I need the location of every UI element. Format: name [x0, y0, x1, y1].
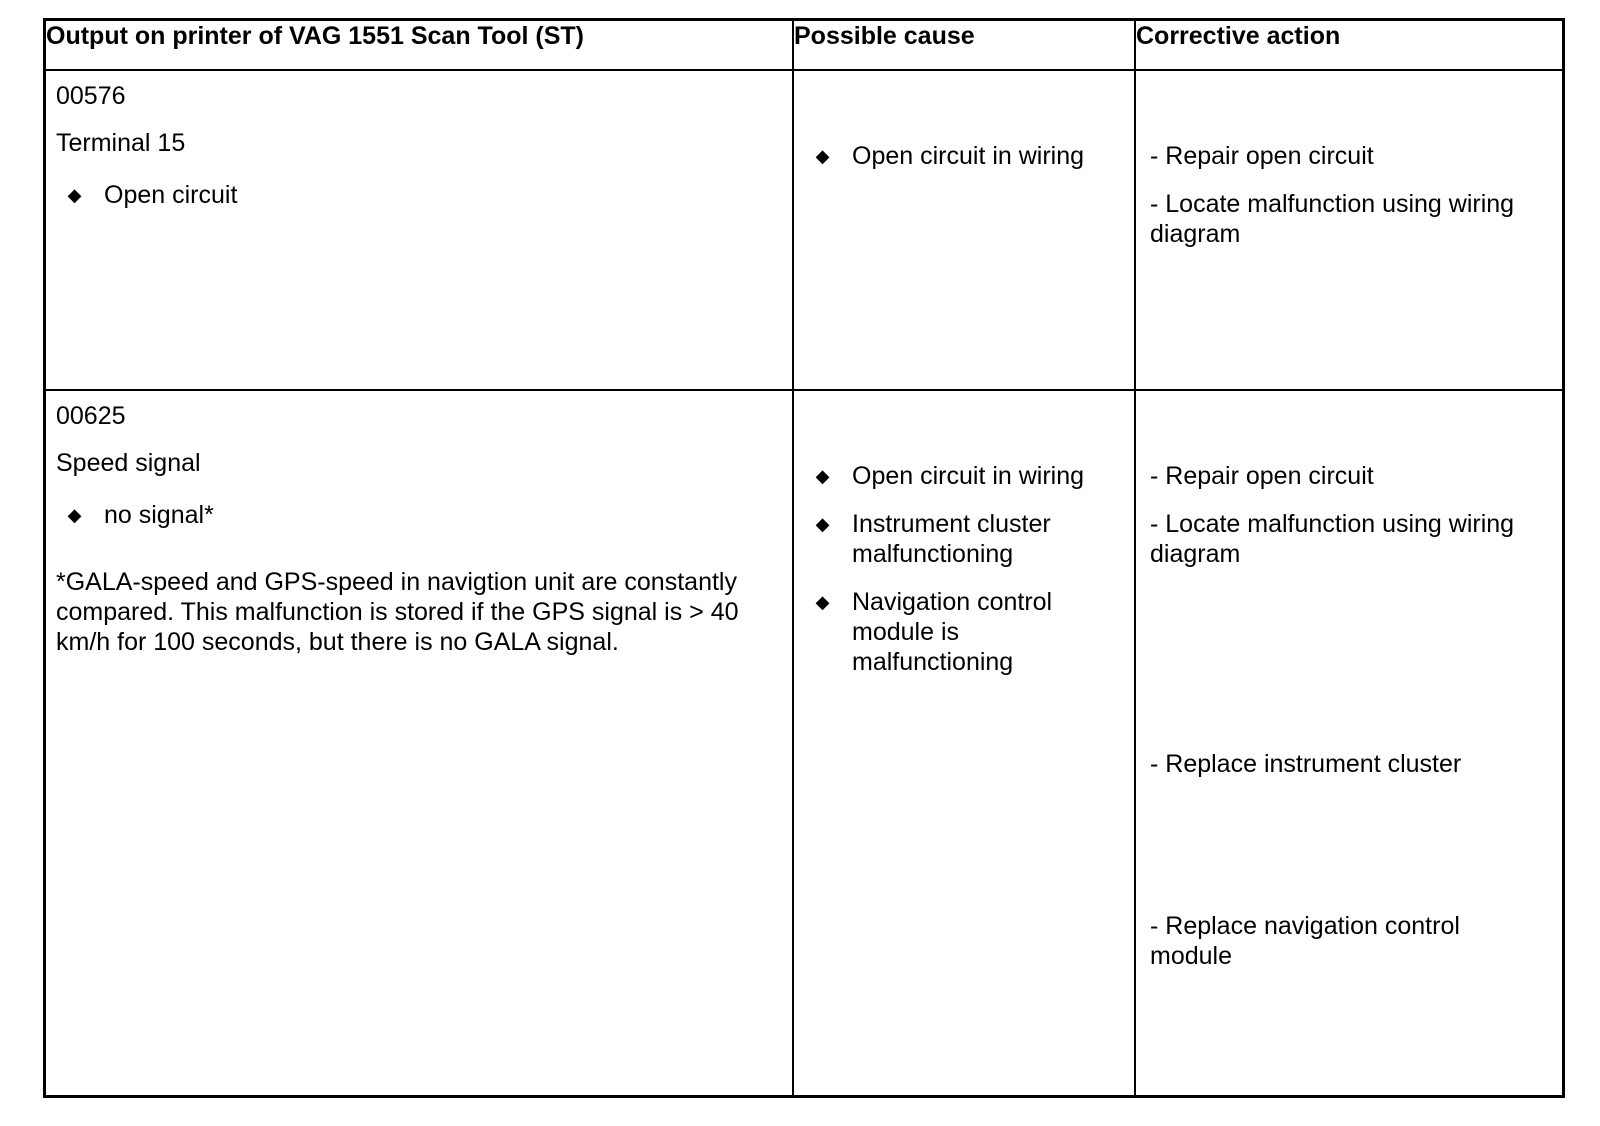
fault-code: 00576	[56, 82, 126, 110]
cause-item	[814, 141, 1114, 171]
spacer	[1150, 587, 1548, 749]
fault-type	[56, 500, 782, 530]
diagnostic-table	[46, 21, 1562, 1095]
cause-text: Open circuit in wiring	[852, 462, 1085, 490]
cause-cell	[793, 390, 1135, 1095]
diamond-bullet-icon: ◆	[815, 146, 830, 166]
diamond-bullet-icon: ◆	[815, 514, 830, 534]
action-item: - Repair open circuit	[1150, 142, 1374, 170]
fault-type-label: no signal*	[104, 501, 214, 529]
action-item: - Replace instrument cluster	[1150, 750, 1462, 778]
cause-text: Navigation control module is malfunctioning	[852, 588, 1053, 676]
action-item: - Replace navigation control module	[1150, 912, 1460, 970]
cause-text: Open circuit in wiring	[852, 142, 1085, 170]
footnote: *GALA-speed and GPS-speed in navigtion unit are constantly compared. This malfunction is stored if the GPS signal is > 40 km/h for 100 seconds, but there is no GALA signal.	[56, 568, 739, 656]
output-cell	[46, 390, 793, 1095]
fault-component: Speed signal	[56, 449, 201, 477]
diagnostic-table-frame	[43, 18, 1565, 1098]
fault-type	[56, 180, 782, 210]
cause-item	[814, 461, 1114, 491]
diamond-bullet-icon: ◆	[67, 505, 82, 525]
table-header-row	[46, 21, 1562, 70]
action-item: - Locate malfunction using wiring diagram	[1150, 190, 1515, 248]
diamond-bullet-icon: ◆	[815, 592, 830, 612]
cause-cell	[793, 70, 1135, 390]
spacer	[1150, 797, 1548, 911]
action-item: - Repair open circuit	[1150, 462, 1374, 490]
cause-item	[814, 587, 1114, 677]
diamond-bullet-icon: ◆	[67, 185, 82, 205]
fault-component: Terminal 15	[56, 129, 186, 157]
diamond-bullet-icon: ◆	[815, 466, 830, 486]
table-row	[46, 70, 1562, 390]
table-row	[46, 390, 1562, 1095]
action-cell	[1135, 390, 1562, 1095]
output-cell	[46, 70, 793, 390]
cause-text: Instrument cluster malfunctioning	[852, 510, 1051, 568]
header-output: Output on printer of VAG 1551 Scan Tool (ST)	[46, 21, 793, 70]
fault-type-label: Open circuit	[104, 181, 238, 209]
header-possible-cause: Possible cause	[793, 21, 1135, 70]
fault-code: 00625	[56, 402, 126, 430]
header-corrective-action: Corrective action	[1135, 21, 1562, 70]
action-item: - Locate malfunction using wiring diagram	[1150, 510, 1515, 568]
action-cell	[1135, 70, 1562, 390]
cause-item	[814, 509, 1114, 569]
